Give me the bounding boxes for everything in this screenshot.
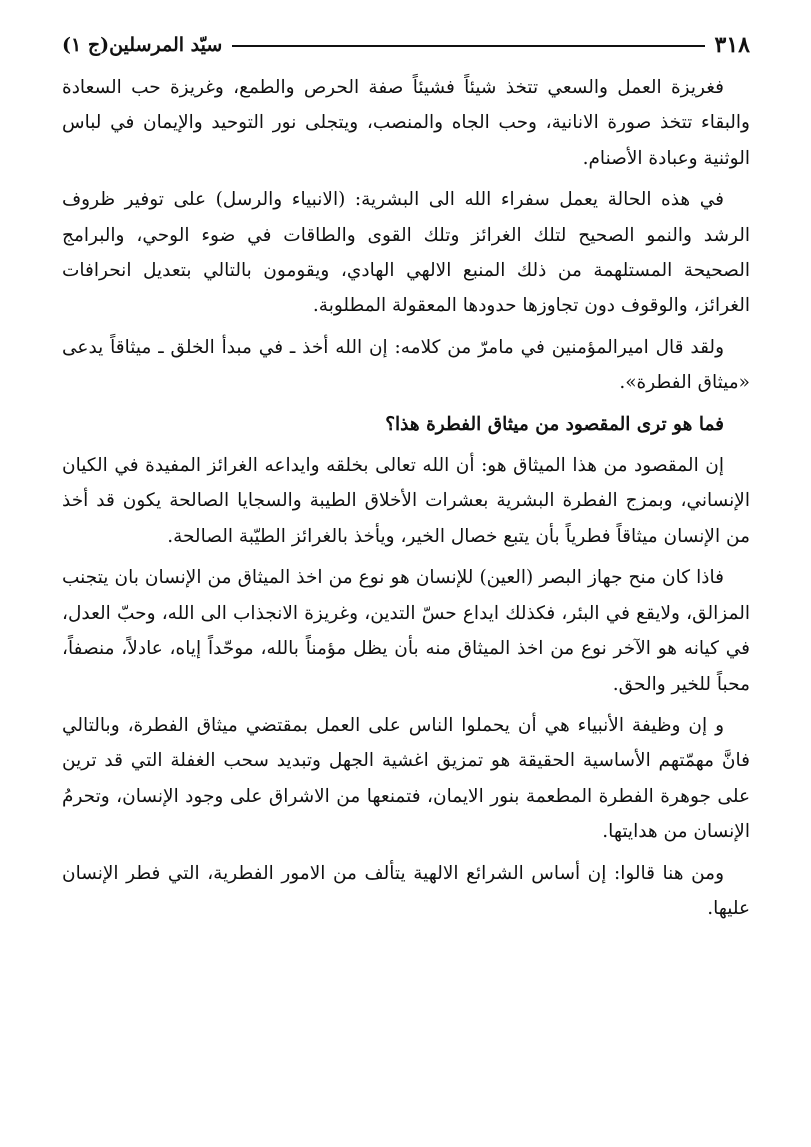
running-title: سيّد المرسلين(ج ١) xyxy=(62,34,223,56)
paragraph-2: في هذه الحالة يعمل سفراء الله الى البشرية: (الانبياء والرسل) على توفير ظروف الرشد والنمو الصحيح لتلك الغرائز وتلك القوى والطاقات في ضوء الوحي، والبرامج الصحيحة المستلهمة من ذلك المنبع الالهي الهادي، ويقومون بالتالي بتعديل انحرافات الغرائز، والوقوف دون تجاوزها حدودها المعقولة المطلوبة. xyxy=(62,189,750,317)
paragraph-5: إن المقصود من هذا الميثاق هو: أن الله تعالى بخلقه وايداعه الغرائز المفيدة في الكيان الإنساني، وبمزج الفطرة البشرية بعشرات الأخلاق الطيبة والسجايا الصالحة يكون قد أخذ من الإنسان ميثاقاً فطرياً بأن يتبع خصال الخير، ويأخذ بالغرائز الطيّبة الصالحة. xyxy=(62,455,750,547)
paragraph-6: فاذا كان منح جهاز البصر (العين) للإنسان هو نوع من اخذ الميثاق من الإنسان بان يتجنب المزالق، ولايقع في البئر، فكذلك ايداع حسّ التدين، وغريزة الانجذاب الى الله، وحبّ العدل، في كيانه هو الآخر نوع من اخذ الميثاق منه بأن يظل مؤمناً بالله، موحّداً إياه، عادلاً، منصفاً، محباً للخير والحق. xyxy=(62,567,750,695)
body-text xyxy=(62,70,750,932)
paragraph-question: فما هو ترى المقصود من ميثاق الفطرة هذا؟ xyxy=(385,413,724,435)
paragraph-1: فغريزة العمل والسعي تتخذ شيئاً فشيئاً صفة الحرص والطمع، وغريزة حب السعادة والبقاء تتخذ صورة الانانية، وحب الجاه والمنصب، ويتجلى نور التوحيد والإيمان في لباس الوثنية وعبادة الأصنام. xyxy=(62,77,750,169)
page-header xyxy=(62,30,750,60)
paragraph-7: و إن وظيفة الأنبياء هي أن يحملوا الناس على العمل بمقتضي ميثاق الفطرة، وبالتالي فانَّ مهمّتهم الأساسية الحقيقة هو تمزيق اغشية الجهل وتبديد سحب الغفلة التي قد ترين على جوهرة الفطرة المطعمة بنور الايمان، فتمنعها من الاشراق على وجود الإنسان، وتحرمُ الإنسان من هدايتها. xyxy=(62,714,750,843)
header-rule xyxy=(232,45,704,47)
paragraph-3: ولقد قال اميرالمؤمنين في مامرّ من كلامه: إن الله أخذ ـ في مبدأ الخلق ـ ميثاقاً يدعى «ميثاق الفطرة». xyxy=(62,336,750,394)
paragraph-8: ومن هنا قالوا: إن أساس الشرائع الالهية يتألف من الامور الفطرية، التي فطر الإنسان عليها. xyxy=(62,862,750,919)
page-number: ٣١٨ xyxy=(714,32,750,58)
